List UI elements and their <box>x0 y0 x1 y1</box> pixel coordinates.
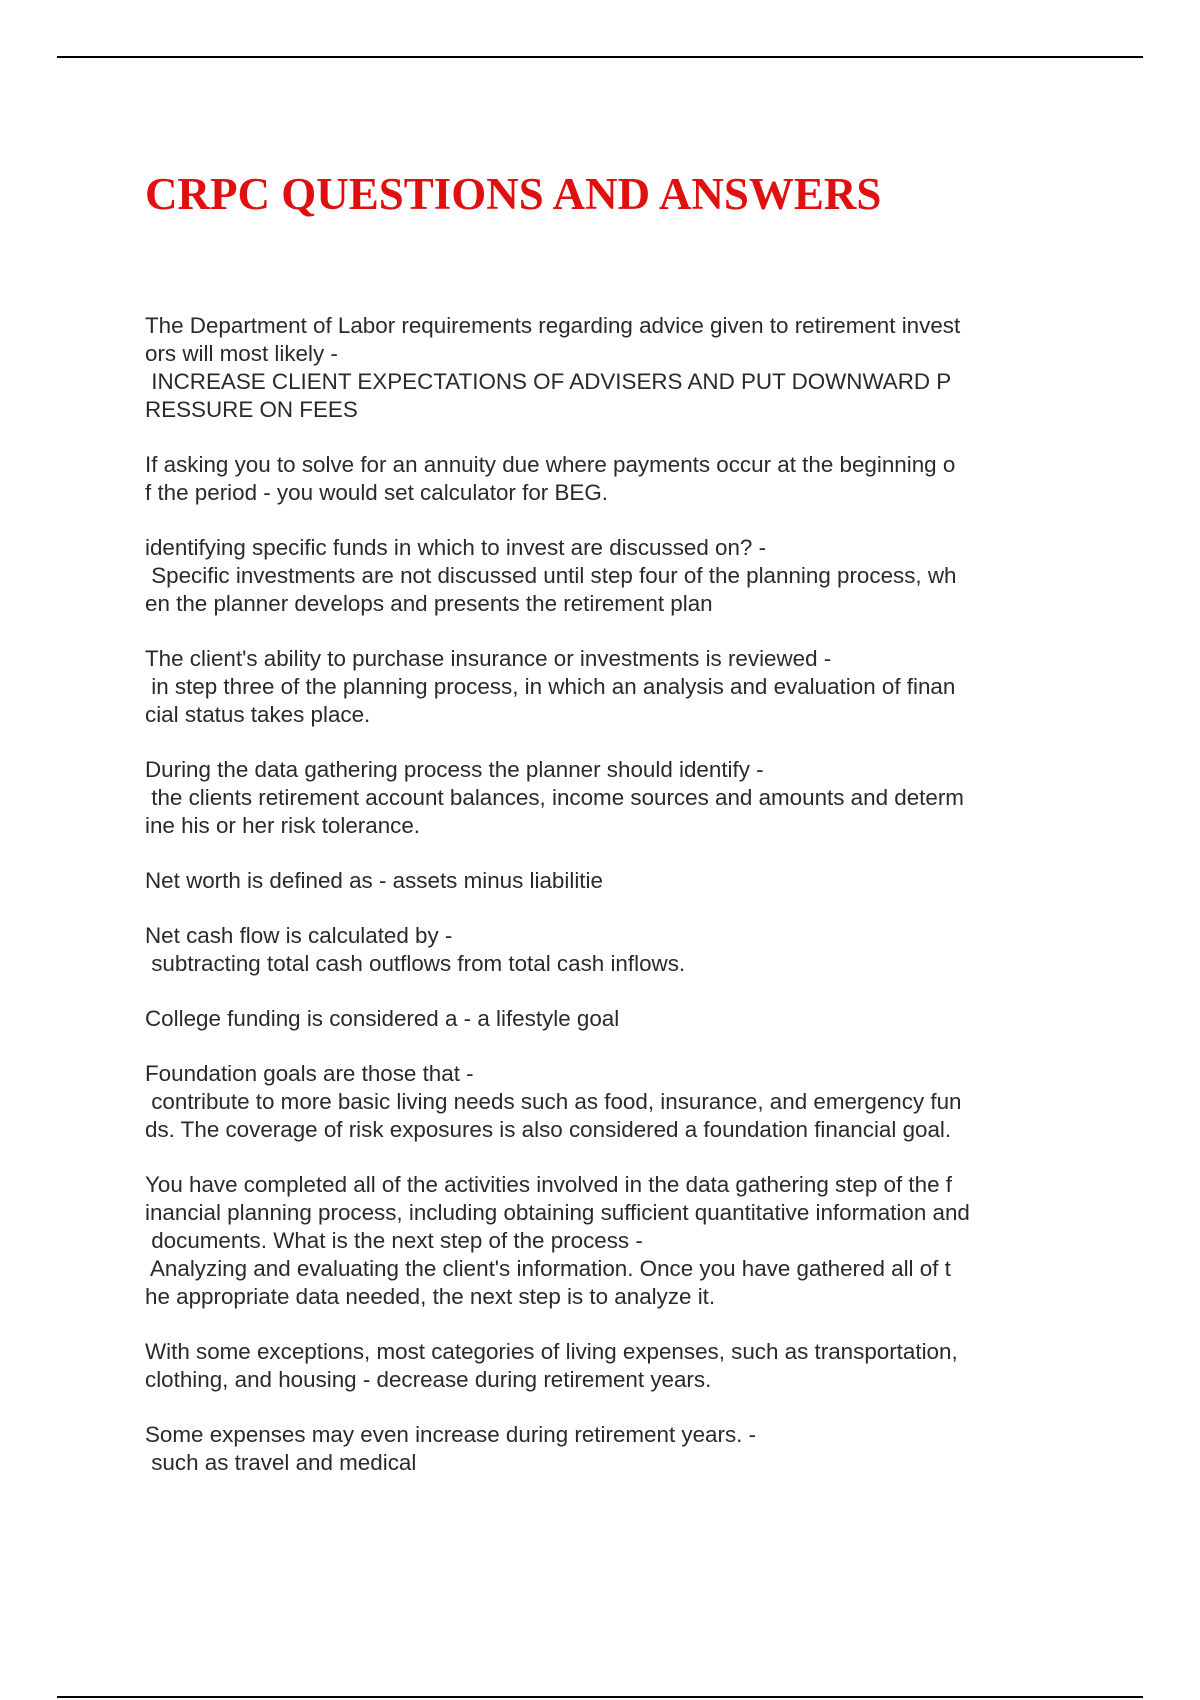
qa-item <box>145 1338 1065 1394</box>
qa-text-line: the clients retirement account balances, income sources and amounts and determ <box>145 785 964 810</box>
qa-text-line: The client's ability to purchase insurance or investments is reviewed - <box>145 646 832 671</box>
qa-text-line: Some expenses may even increase during retirement years. - <box>145 1422 757 1447</box>
qa-text-line: Net worth is defined as - assets minus liabilitie <box>145 868 603 893</box>
qa-text-line: You have completed all of the activities involved in the data gathering step of the f <box>145 1172 953 1197</box>
qa-item <box>145 534 1065 618</box>
qa-text-line: en the planner develops and presents the retirement plan <box>145 591 713 616</box>
qa-text-line: cial status takes place. <box>145 702 371 727</box>
qa-text-line: If asking you to solve for an annuity due where payments occur at the beginning o <box>145 452 956 477</box>
top-rule <box>57 56 1143 58</box>
qa-text-line: contribute to more basic living needs such as food, insurance, and emergency fun <box>145 1089 962 1114</box>
qa-text-line: f the period - you would set calculator for BEG. <box>145 480 608 505</box>
qa-text-line: Foundation goals are those that - <box>145 1061 474 1086</box>
qa-text-line: clothing, and housing - decrease during retirement years. <box>145 1367 712 1392</box>
qa-text-line: ine his or her risk tolerance. <box>145 813 421 838</box>
qa-text-line: inancial planning process, including obtaining sufficient quantitative information and <box>145 1200 970 1225</box>
qa-text-line: subtracting total cash outflows from total cash inflows. <box>145 951 686 976</box>
qa-item <box>145 645 1065 729</box>
qa-item <box>145 867 1065 895</box>
qa-text-line: INCREASE CLIENT EXPECTATIONS OF ADVISERS AND PUT DOWNWARD P <box>145 369 952 394</box>
qa-item <box>145 451 1065 507</box>
bottom-rule <box>57 1696 1143 1698</box>
qa-text-line: he appropriate data needed, the next step is to analyze it. <box>145 1284 716 1309</box>
qa-text-line: ors will most likely - <box>145 341 338 366</box>
qa-text-line: ds. The coverage of risk exposures is also considered a foundation financial goal. <box>145 1117 952 1142</box>
qa-text-line: documents. What is the next step of the process - <box>145 1228 643 1253</box>
qa-text-line: Specific investments are not discussed until step four of the planning process, wh <box>145 563 957 588</box>
qa-text-line: identifying specific funds in which to invest are discussed on? - <box>145 535 767 560</box>
qa-item <box>145 756 1065 840</box>
qa-text-line: With some exceptions, most categories of living expenses, such as transportation, <box>145 1339 958 1364</box>
qa-item <box>145 1171 1065 1311</box>
document-title: CRPC QUESTIONS AND ANSWERS <box>145 169 882 219</box>
qa-item <box>145 1005 1065 1033</box>
qa-text-line: The Department of Labor requirements regarding advice given to retirement invest <box>145 313 961 338</box>
qa-item <box>145 312 1065 424</box>
qa-text-line: in step three of the planning process, in which an analysis and evaluation of finan <box>145 674 956 699</box>
qa-list <box>145 312 1065 1504</box>
qa-item <box>145 1421 1065 1477</box>
qa-item <box>145 1060 1065 1144</box>
qa-text-line: Net cash flow is calculated by - <box>145 923 453 948</box>
qa-text-line: such as travel and medical <box>145 1450 417 1475</box>
qa-text-line: During the data gathering process the planner should identify - <box>145 757 764 782</box>
qa-text-line: College funding is considered a - a lifestyle goal <box>145 1006 620 1031</box>
qa-item <box>145 922 1065 978</box>
qa-text-line: RESSURE ON FEES <box>145 397 358 422</box>
qa-text-line: Analyzing and evaluating the client's information. Once you have gathered all of t <box>145 1256 951 1281</box>
